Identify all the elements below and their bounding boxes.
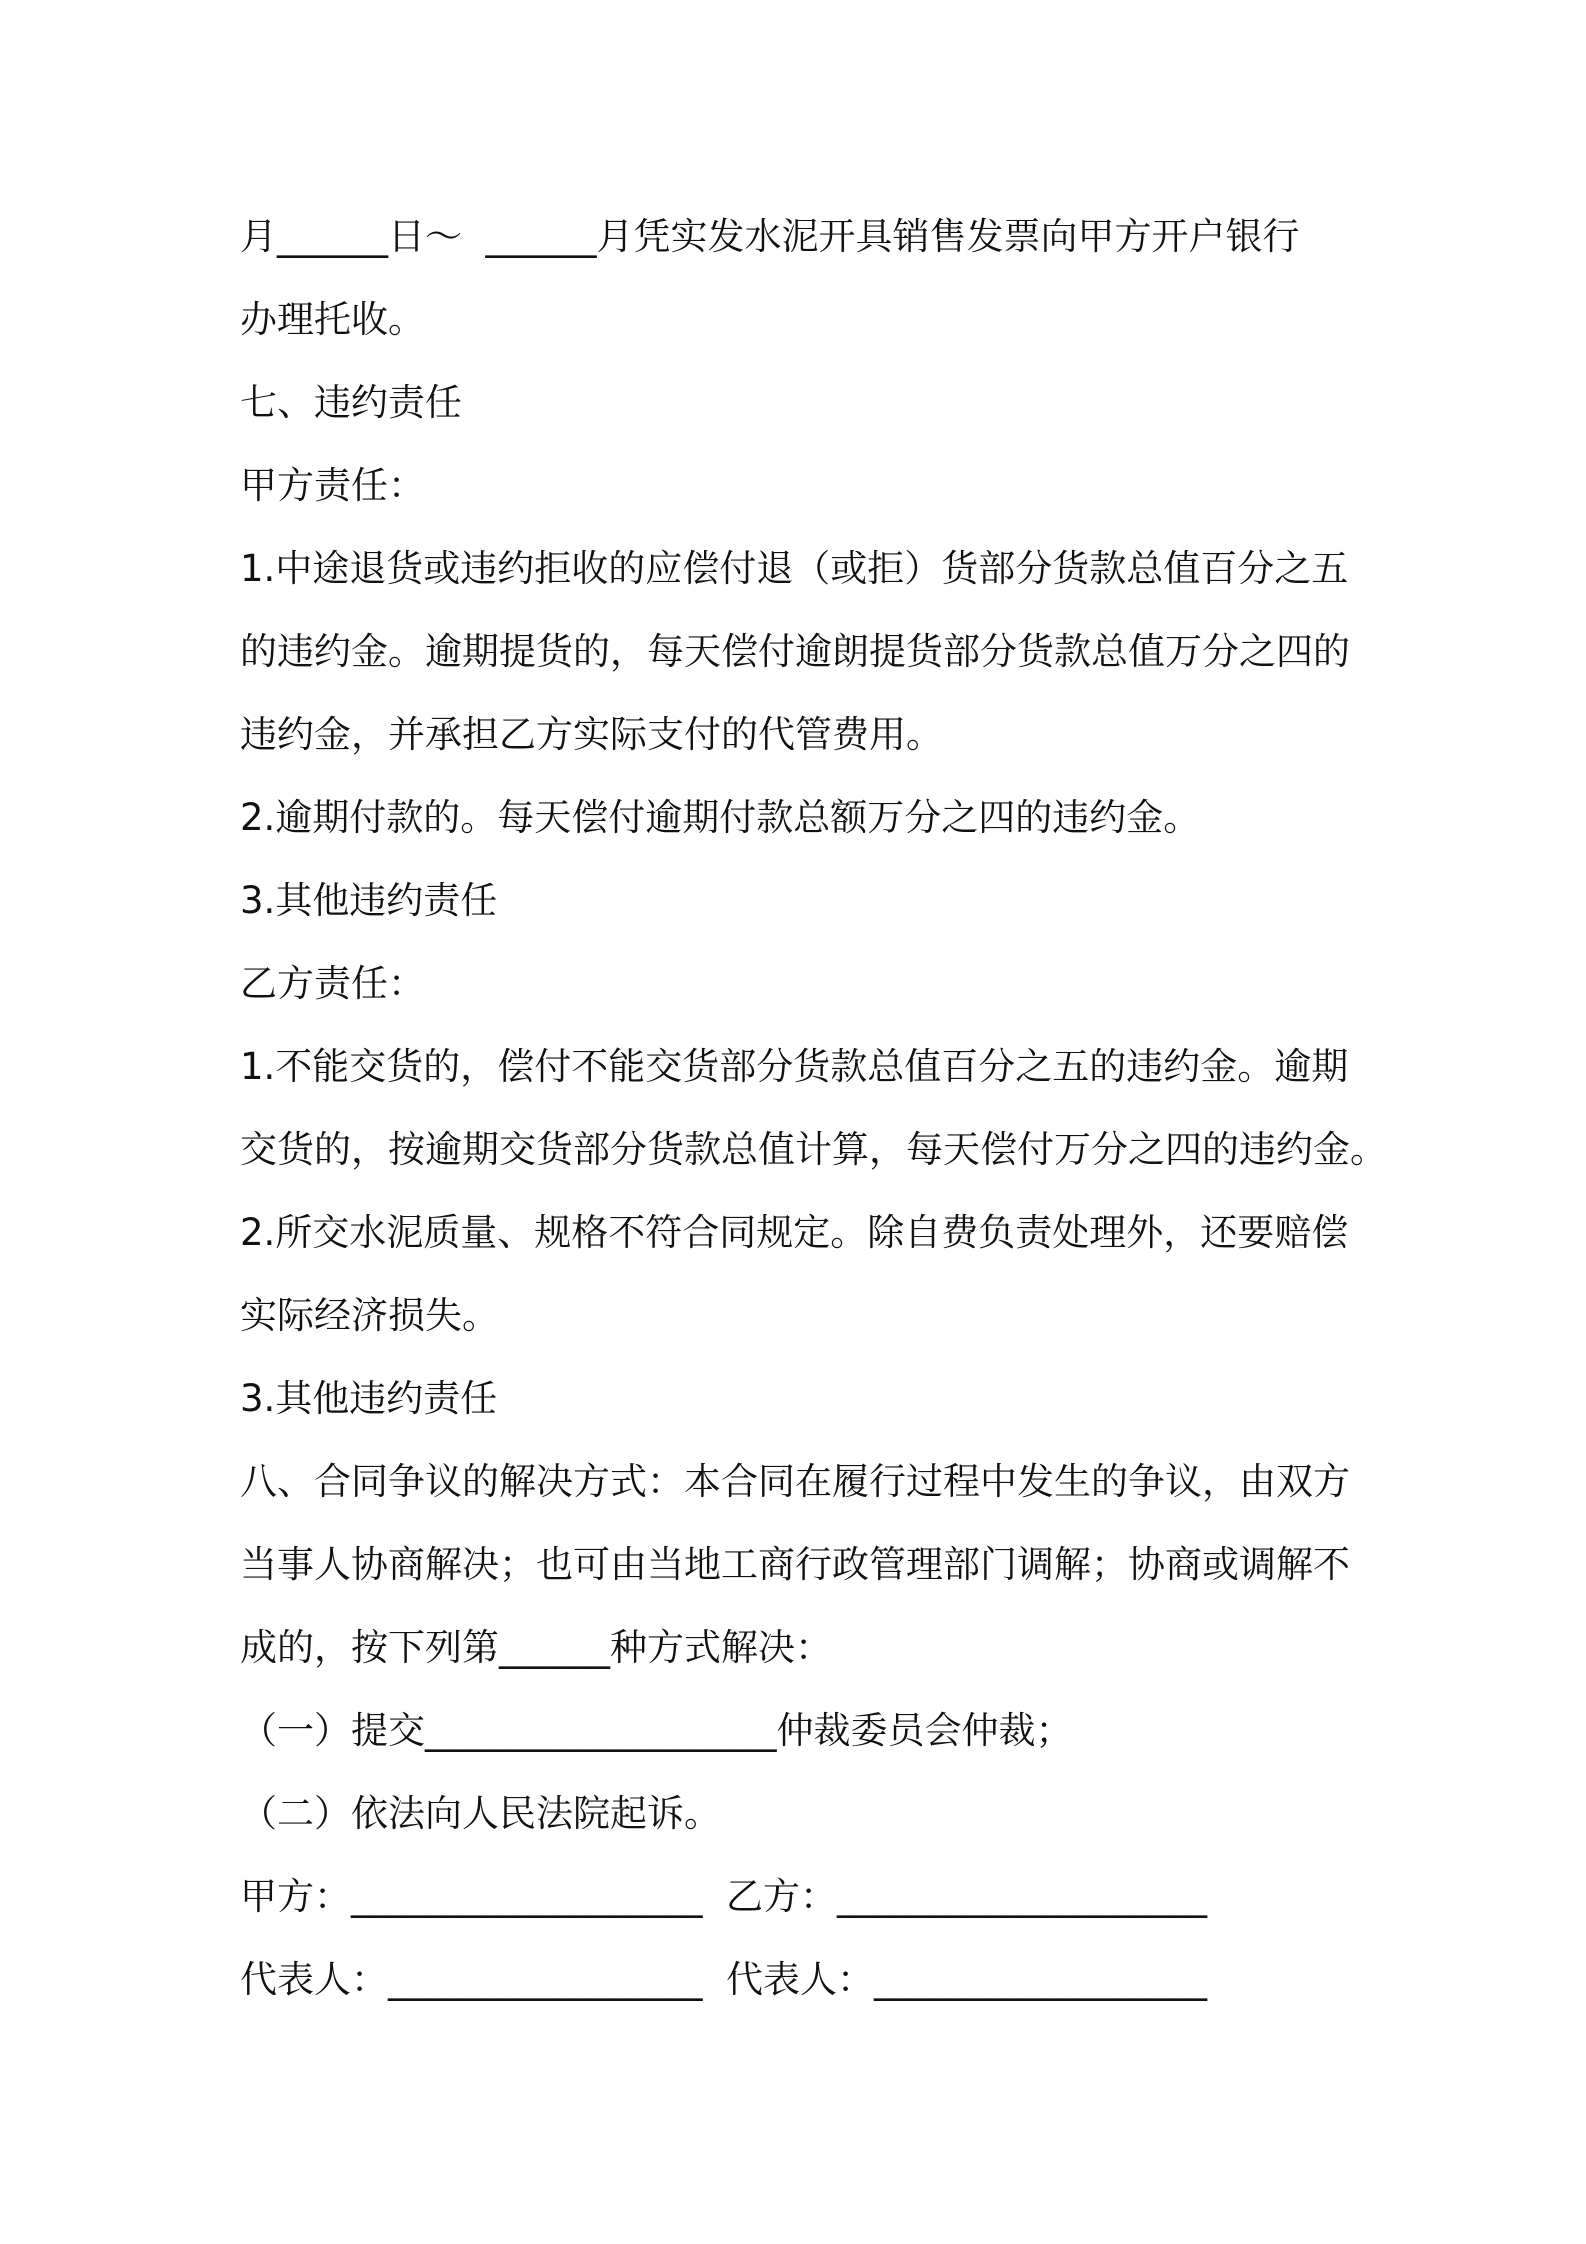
text-line-party-a-item-3: 3.其他违约责任	[240, 879, 498, 922]
text-line-party-a-item-1: 1.中途退货或违约拒收的应偿付退（或拒）货部分货款总值百分之五	[240, 547, 1349, 590]
text-line-party-b-item-3: 3.其他违约责任	[240, 1377, 498, 1420]
text-line-dispute-cont: 当事人协商解决；也可由当地工商行政管理部门调解；协商或调解不	[240, 1543, 1350, 1586]
text-line-party-b-item-1-cont: 交货的，按逾期交货部分货款总值计算，每天偿付万分之四的违约金。	[240, 1128, 1387, 1171]
subheading-party-a-liability: 甲方责任：	[240, 464, 425, 507]
signature-line-representatives: 代表人：_________________ 代表人：__________________	[240, 1958, 1208, 2001]
text-line-payment-period: 月______日～ ______月凭实发水泥开具销售发票向甲方开户银行	[240, 215, 1300, 258]
signature-line-parties: 甲方：___________________ 乙方：____________________	[240, 1875, 1208, 1918]
text-line-party-b-item-2-end: 实际经济损失。	[240, 1294, 499, 1337]
text-line-option-court: （二）依法向人民法院起诉。	[240, 1792, 721, 1835]
text-line-party-a-item-1-cont: 的违约金。逾期提货的，每天偿付逾朗提货部分货款总值万分之四的	[240, 630, 1350, 673]
text-line-party-b-item-1: 1.不能交货的，偿付不能交货部分货款总值百分之五的违约金。逾期	[240, 1045, 1349, 1088]
document-body	[240, 195, 1387, 2021]
section-heading-dispute-resolution: 八、合同争议的解决方式：本合同在履行过程中发生的争议，由双方	[240, 1460, 1350, 1503]
text-line-collection: 办理托收。	[240, 298, 425, 341]
section-heading-breach-liability: 七、违约责任	[240, 381, 462, 424]
text-line-party-a-item-2: 2.逾期付款的。每天偿付逾期付款总额万分之四的违约金。	[240, 796, 1201, 839]
text-line-option-arbitration: （一）提交___________________仲裁委员会仲裁；	[240, 1709, 1073, 1752]
text-line-dispute-method: 成的，按下列第______种方式解决：	[240, 1626, 832, 1669]
text-line-party-b-item-2: 2.所交水泥质量、规格不符合同规定。除自费负责处理外，还要赔偿	[240, 1211, 1349, 1254]
subheading-party-b-liability: 乙方责任：	[240, 962, 425, 1005]
text-line-party-a-item-1-end: 违约金，并承担乙方实际支付的代管费用。	[240, 713, 943, 756]
